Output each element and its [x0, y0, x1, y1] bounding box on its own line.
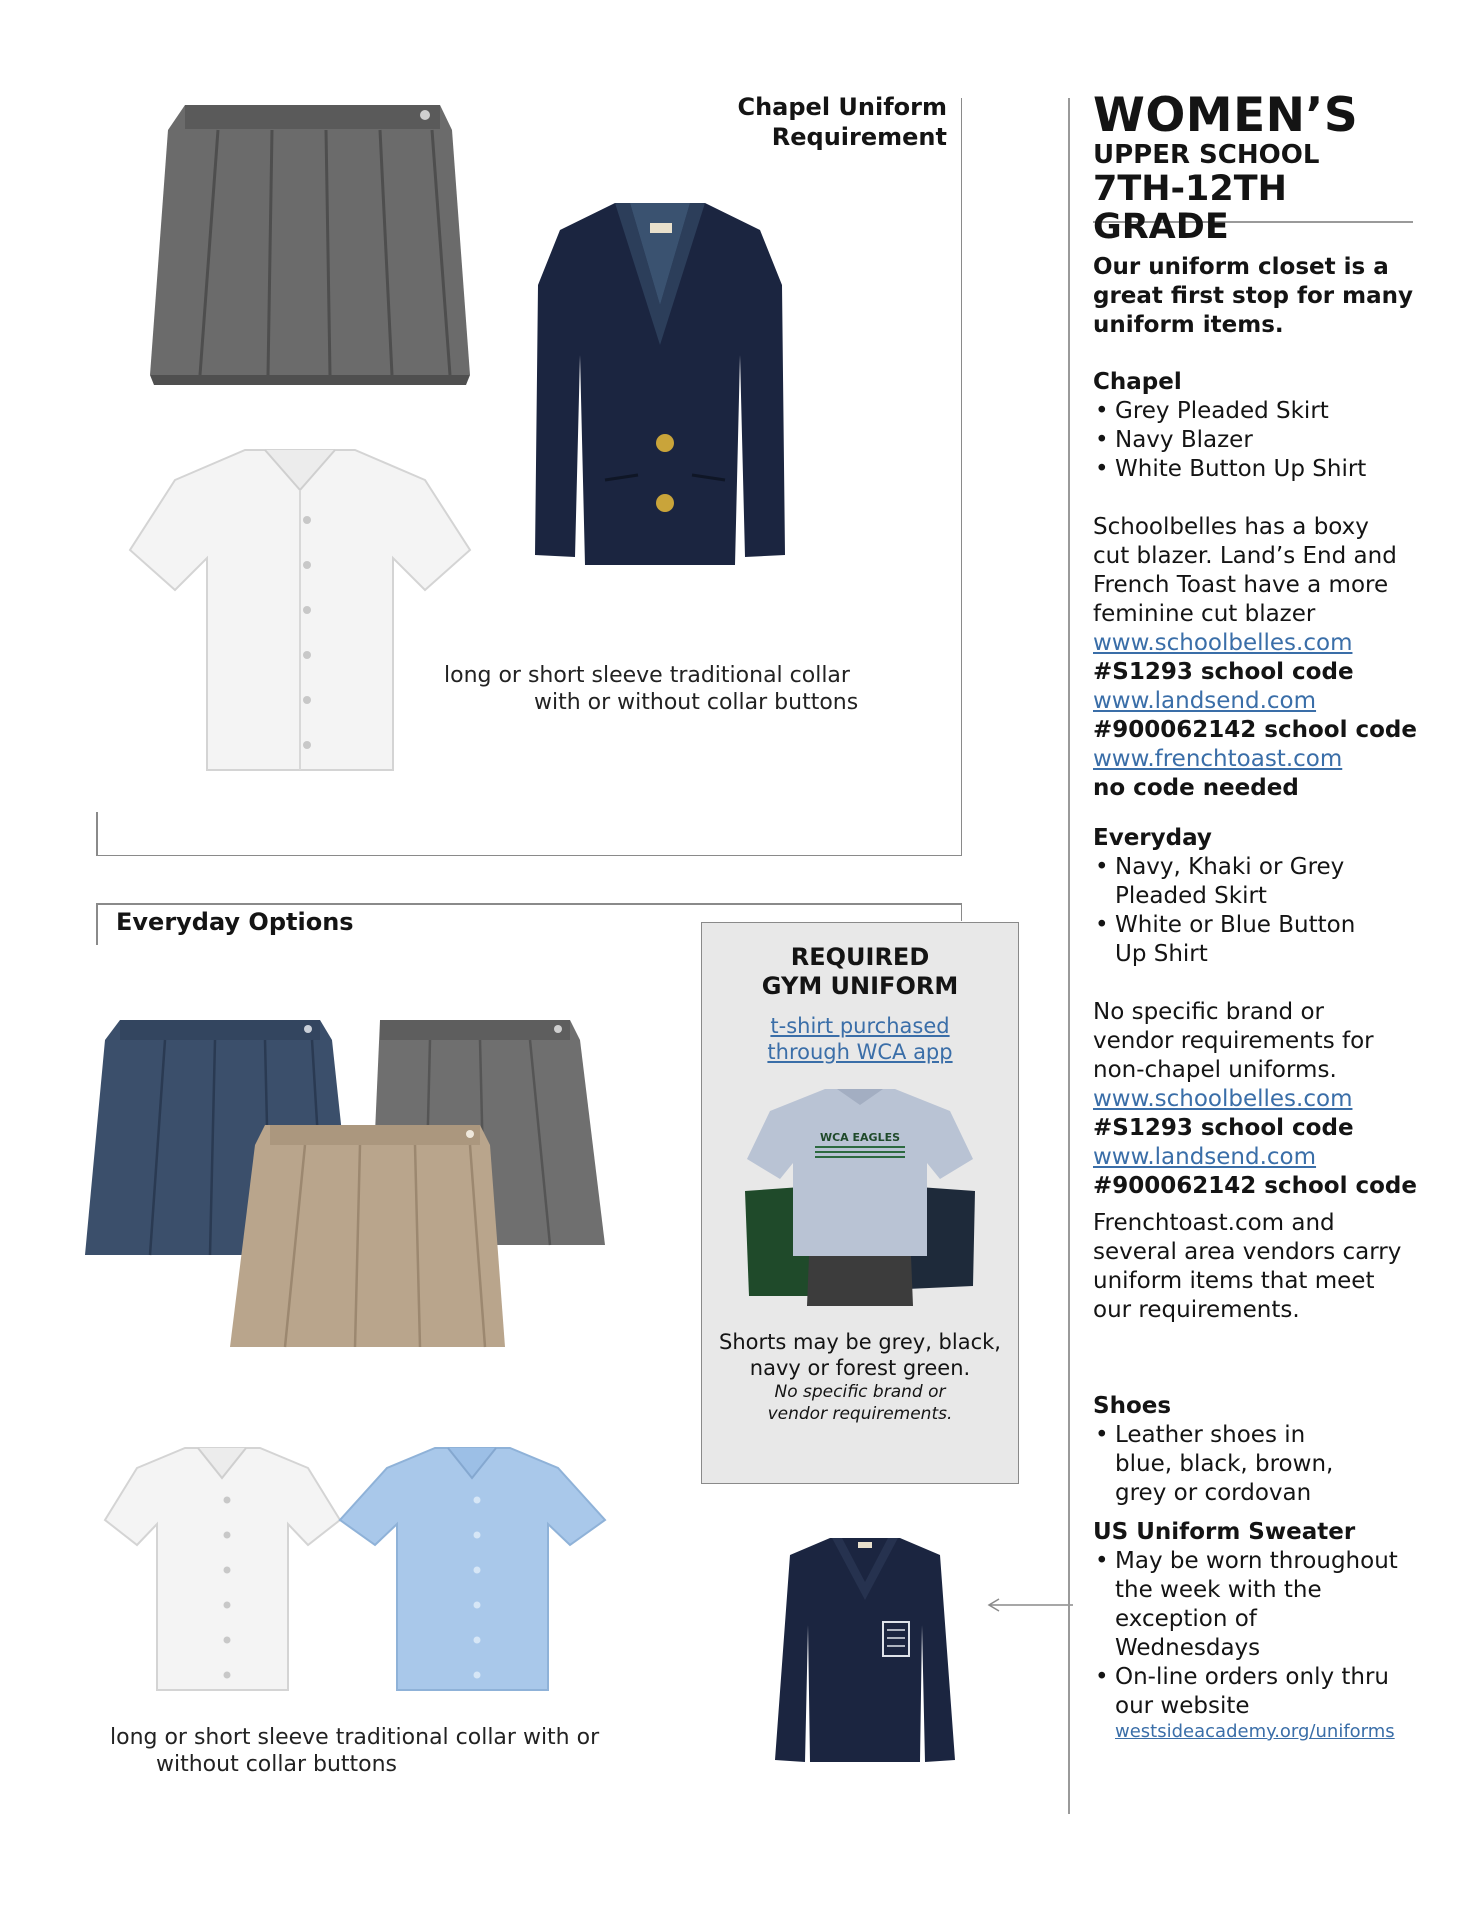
chapel-caption-line2: with or without collar buttons — [534, 690, 859, 715]
list-item: • May be worn throughout the week with the exception of Wednesdays — [1093, 1547, 1403, 1663]
everyday-note2-line: our requirements. — [1093, 1297, 1300, 1323]
gym-title — [702, 943, 1018, 1001]
gym-tshirt-link[interactable] — [702, 1013, 1018, 1065]
chapel-list-title: Chapel — [1093, 369, 1182, 395]
gym-title-line1: REQUIRED — [790, 943, 930, 971]
shoes-title: Shoes — [1093, 1393, 1172, 1419]
arrow-left-icon — [985, 1597, 1075, 1613]
chapel-note-line: Schoolbelles has a boxy — [1093, 514, 1369, 540]
everyday-note-line: No specific brand or — [1093, 999, 1324, 1025]
intro-line: great first stop for many — [1093, 283, 1413, 309]
chapel-title-line2: Requirement — [771, 123, 947, 151]
chapel-note-line: French Toast have a more — [1093, 572, 1389, 598]
schoolbelles-link[interactable]: www.schoolbelles.com — [1093, 1086, 1353, 1112]
gym-note-italic-line2: vendor requirements. — [767, 1404, 953, 1424]
chapel-caption-line1: long or short sleeve traditional collar — [444, 663, 850, 688]
landsend-code: #900062142 school code — [1093, 1173, 1417, 1199]
frenchtoast-link[interactable]: www.frenchtoast.com — [1093, 746, 1343, 772]
everyday-note2-line: uniform items that meet — [1093, 1268, 1375, 1294]
gym-link-line1[interactable]: t-shirt purchased — [770, 1014, 950, 1038]
list-item: • Grey Pleaded Skirt — [1093, 397, 1423, 426]
chapel-section-title — [737, 92, 947, 152]
gym-note-line1: Shorts may be grey, black, — [719, 1330, 1001, 1354]
list-item: • White Button Up Shirt — [1093, 455, 1423, 484]
gym-note-italic-line1: No specific brand or — [774, 1382, 946, 1402]
intro-line: Our uniform closet is a — [1093, 254, 1389, 280]
schoolbelles-code: #S1293 school code — [1093, 659, 1354, 685]
everyday-caption-line1: long or short sleeve traditional collar with or — [110, 1725, 600, 1750]
chapel-title-line1: Chapel Uniform — [737, 93, 947, 121]
list-item: • On-line orders only thru our website — [1093, 1663, 1403, 1721]
schoolbelles-link[interactable]: www.schoolbelles.com — [1093, 630, 1353, 656]
column-divider — [1068, 98, 1070, 1814]
shoes-section — [1093, 1392, 1423, 1508]
sweater-section — [1093, 1518, 1423, 1743]
everyday-shirts-image — [100, 1440, 620, 1700]
gym-brand-note — [702, 1381, 1018, 1425]
sweater-list — [1093, 1547, 1403, 1721]
gym-uniform-box — [701, 922, 1019, 1484]
gym-note-line2: navy or forest green. — [749, 1356, 971, 1380]
gym-link-line2[interactable]: through WCA app — [767, 1040, 953, 1064]
grey-pleated-skirt-image — [140, 100, 480, 400]
everyday-skirts-image — [80, 1015, 640, 1355]
everyday-note-line: vendor requirements for — [1093, 1028, 1374, 1054]
intro-text — [1093, 253, 1423, 340]
everyday-note2-line: Frenchtoast.com and — [1093, 1210, 1335, 1236]
sweater-title: US Uniform Sweater — [1093, 1519, 1356, 1545]
everyday-list-section — [1093, 824, 1423, 1325]
chapel-note-line: feminine cut blazer — [1093, 601, 1316, 627]
intro-line: uniform items. — [1093, 312, 1284, 338]
landsend-code: #900062142 school code — [1093, 717, 1417, 743]
frenchtoast-code: no code needed — [1093, 775, 1299, 801]
everyday-shirt-caption — [110, 1724, 599, 1778]
everyday-section-title: Everyday Options — [116, 908, 354, 936]
shoes-list — [1093, 1421, 1363, 1508]
page-title: WOMEN’S — [1093, 88, 1359, 143]
gym-title-line2: GYM UNIFORM — [761, 972, 959, 1000]
gym-shorts-note — [702, 1329, 1018, 1381]
everyday-note-line: non-chapel uniforms. — [1093, 1057, 1337, 1083]
list-item: • Leather shoes in blue, black, brown, grey or cordovan — [1093, 1421, 1363, 1508]
navy-blazer-image — [520, 195, 800, 575]
uniforms-website-link[interactable]: westsideacademy.org/uniforms — [1115, 1721, 1395, 1742]
chapel-note-line: cut blazer. Land’s End and — [1093, 543, 1397, 569]
chapel-list-section — [1093, 368, 1423, 803]
white-button-up-shirt-image — [125, 440, 475, 780]
page-grade: 7TH-12TH GRADE — [1093, 169, 1287, 247]
page-header — [1093, 88, 1423, 247]
list-item: • Navy, Khaki or Grey Pleaded Skirt — [1093, 853, 1383, 911]
everyday-items-list — [1093, 853, 1383, 969]
navy-sweater-image — [770, 1530, 960, 1770]
gym-tshirt-and-shorts-image — [735, 1081, 985, 1311]
list-item: • White or Blue Button Up Shirt — [1093, 911, 1383, 969]
chapel-items-list — [1093, 397, 1423, 484]
landsend-link[interactable]: www.landsend.com — [1093, 1144, 1317, 1170]
page-subtitle: UPPER SCHOOL — [1093, 140, 1320, 170]
everyday-caption-line2: without collar buttons — [156, 1752, 398, 1777]
chapel-shirt-caption — [444, 662, 858, 716]
landsend-link[interactable]: www.landsend.com — [1093, 688, 1317, 714]
everyday-list-title: Everyday — [1093, 825, 1212, 851]
gym-shirt-logo-text: WCA EAGLES — [819, 1131, 901, 1144]
list-item: • Navy Blazer — [1093, 426, 1423, 455]
schoolbelles-code: #S1293 school code — [1093, 1115, 1354, 1141]
everyday-note2-line: several area vendors carry — [1093, 1239, 1402, 1265]
